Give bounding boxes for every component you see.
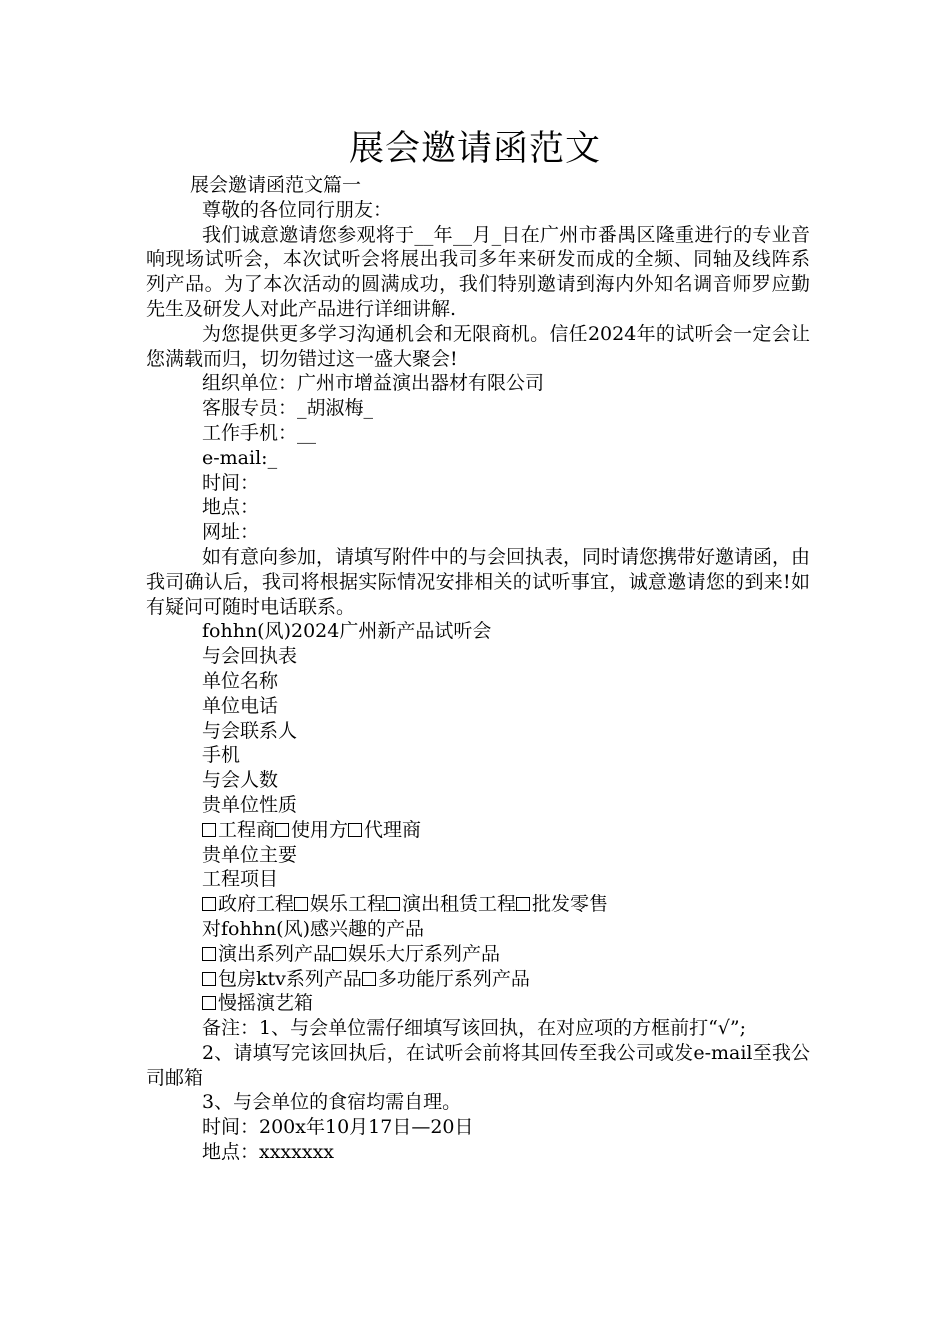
unit-name-label: 单位名称 xyxy=(202,669,279,692)
footer-place: 地点：xxxxxxx xyxy=(202,1141,335,1164)
checkbox[interactable] xyxy=(202,897,216,911)
option-label: 演出系列产品 xyxy=(218,942,333,965)
email-line: e-mail:_ xyxy=(202,446,278,469)
contact-person-label: 与会联系人 xyxy=(202,719,298,742)
option-label: 娱乐大厅系列产品 xyxy=(348,942,501,965)
place-line: 地点： xyxy=(202,496,260,519)
time-line: 时间： xyxy=(202,471,260,494)
invitation-paragraph: 我们诚意邀请您参观将于__年__月_日在广州市番禺区隆重进行的专业音响现场试听会，本次试听会将展出我司多年来研发而成的全频、同轴及线阵系列产品。为了本次活动的圆满成功，我们特别邀请到海内外知名调音师罗应勤先生及研发人对此产品进行详细讲解. xyxy=(146,223,810,320)
checkbox[interactable] xyxy=(386,897,400,911)
project-options xyxy=(146,892,810,917)
checkbox[interactable] xyxy=(202,972,216,986)
checkbox[interactable] xyxy=(294,897,308,911)
greeting: 尊敬的各位同行朋友： xyxy=(202,198,393,221)
option-label: 使用方 xyxy=(291,818,349,841)
footer-time: 时间：200x年10月17日—20日 xyxy=(202,1116,474,1139)
registration-paragraph: 如有意向参加，请填写附件中的与会回执表，同时请您携带好邀请函，由我司确认后，我司将根据实际情况安排相关的试听事宜，诚意邀请您的到来!如有疑问可随时电话联系。 xyxy=(146,545,811,618)
interest-options-row-1 xyxy=(146,942,810,967)
checkbox[interactable] xyxy=(202,996,216,1010)
service-line: 客服专员：_胡淑梅_ xyxy=(202,397,374,420)
checkbox[interactable] xyxy=(516,897,530,911)
organizer-line: 组织单位：广州市增益演出器材有限公司 xyxy=(202,372,545,395)
main-label: 贵单位主要 xyxy=(202,843,298,866)
option-label: 代理商 xyxy=(364,818,422,841)
option-label: 慢摇演艺箱 xyxy=(218,992,314,1015)
note-1: 备注：1、与会单位需仔细填写该回执，在对应项的方框前打“√”; xyxy=(202,1017,747,1040)
checkbox[interactable] xyxy=(362,972,376,986)
section-heading: 展会邀请函范文篇一 xyxy=(190,174,362,196)
attendees-label: 与会人数 xyxy=(202,769,279,792)
event-name: fohhn(风)2024广州新产品试听会 xyxy=(202,620,492,643)
checkbox[interactable] xyxy=(202,823,216,837)
phone-line: 工作手机：__ xyxy=(202,421,317,444)
interest-options-row-3 xyxy=(146,991,810,1016)
checkbox[interactable] xyxy=(275,823,289,837)
option-label: 批发零售 xyxy=(532,893,609,916)
website-line: 网址： xyxy=(202,521,260,544)
checkbox[interactable] xyxy=(202,947,216,961)
note-3: 3、与会单位的食宿均需自理。 xyxy=(202,1091,462,1114)
projects-label: 工程项目 xyxy=(202,868,279,891)
option-label: 娱乐工程 xyxy=(310,893,387,916)
checkbox[interactable] xyxy=(332,947,346,961)
mobile-label: 手机 xyxy=(202,744,241,767)
note-2: 2、请填写完该回执后，在试听会前将其回传至我公司或发e-mail至我公司邮箱 xyxy=(146,1041,810,1089)
form-title: 与会回执表 xyxy=(202,645,298,668)
invitation-paragraph-2: 为您提供更多学习沟通机会和无限商机。信任2024年的试听会一定会让您满载而归，切勿错过这一盛大聚会! xyxy=(146,322,810,370)
option-label: 包房ktv系列产品 xyxy=(218,967,362,990)
checkbox[interactable] xyxy=(348,823,362,837)
option-label: 工程商 xyxy=(218,818,276,841)
option-label: 多功能厅系列产品 xyxy=(377,967,530,990)
option-label: 政府工程 xyxy=(218,893,295,916)
interest-label: 对fohhn(风)感兴趣的产品 xyxy=(202,917,425,940)
document-title: 展会邀请函范文 xyxy=(348,129,601,169)
nature-label: 贵单位性质 xyxy=(202,793,298,816)
document-body xyxy=(146,173,810,1165)
interest-options-row-2 xyxy=(146,967,810,992)
unit-phone-label: 单位电话 xyxy=(202,694,279,717)
nature-options xyxy=(146,818,810,843)
option-label: 演出租赁工程 xyxy=(402,893,517,916)
